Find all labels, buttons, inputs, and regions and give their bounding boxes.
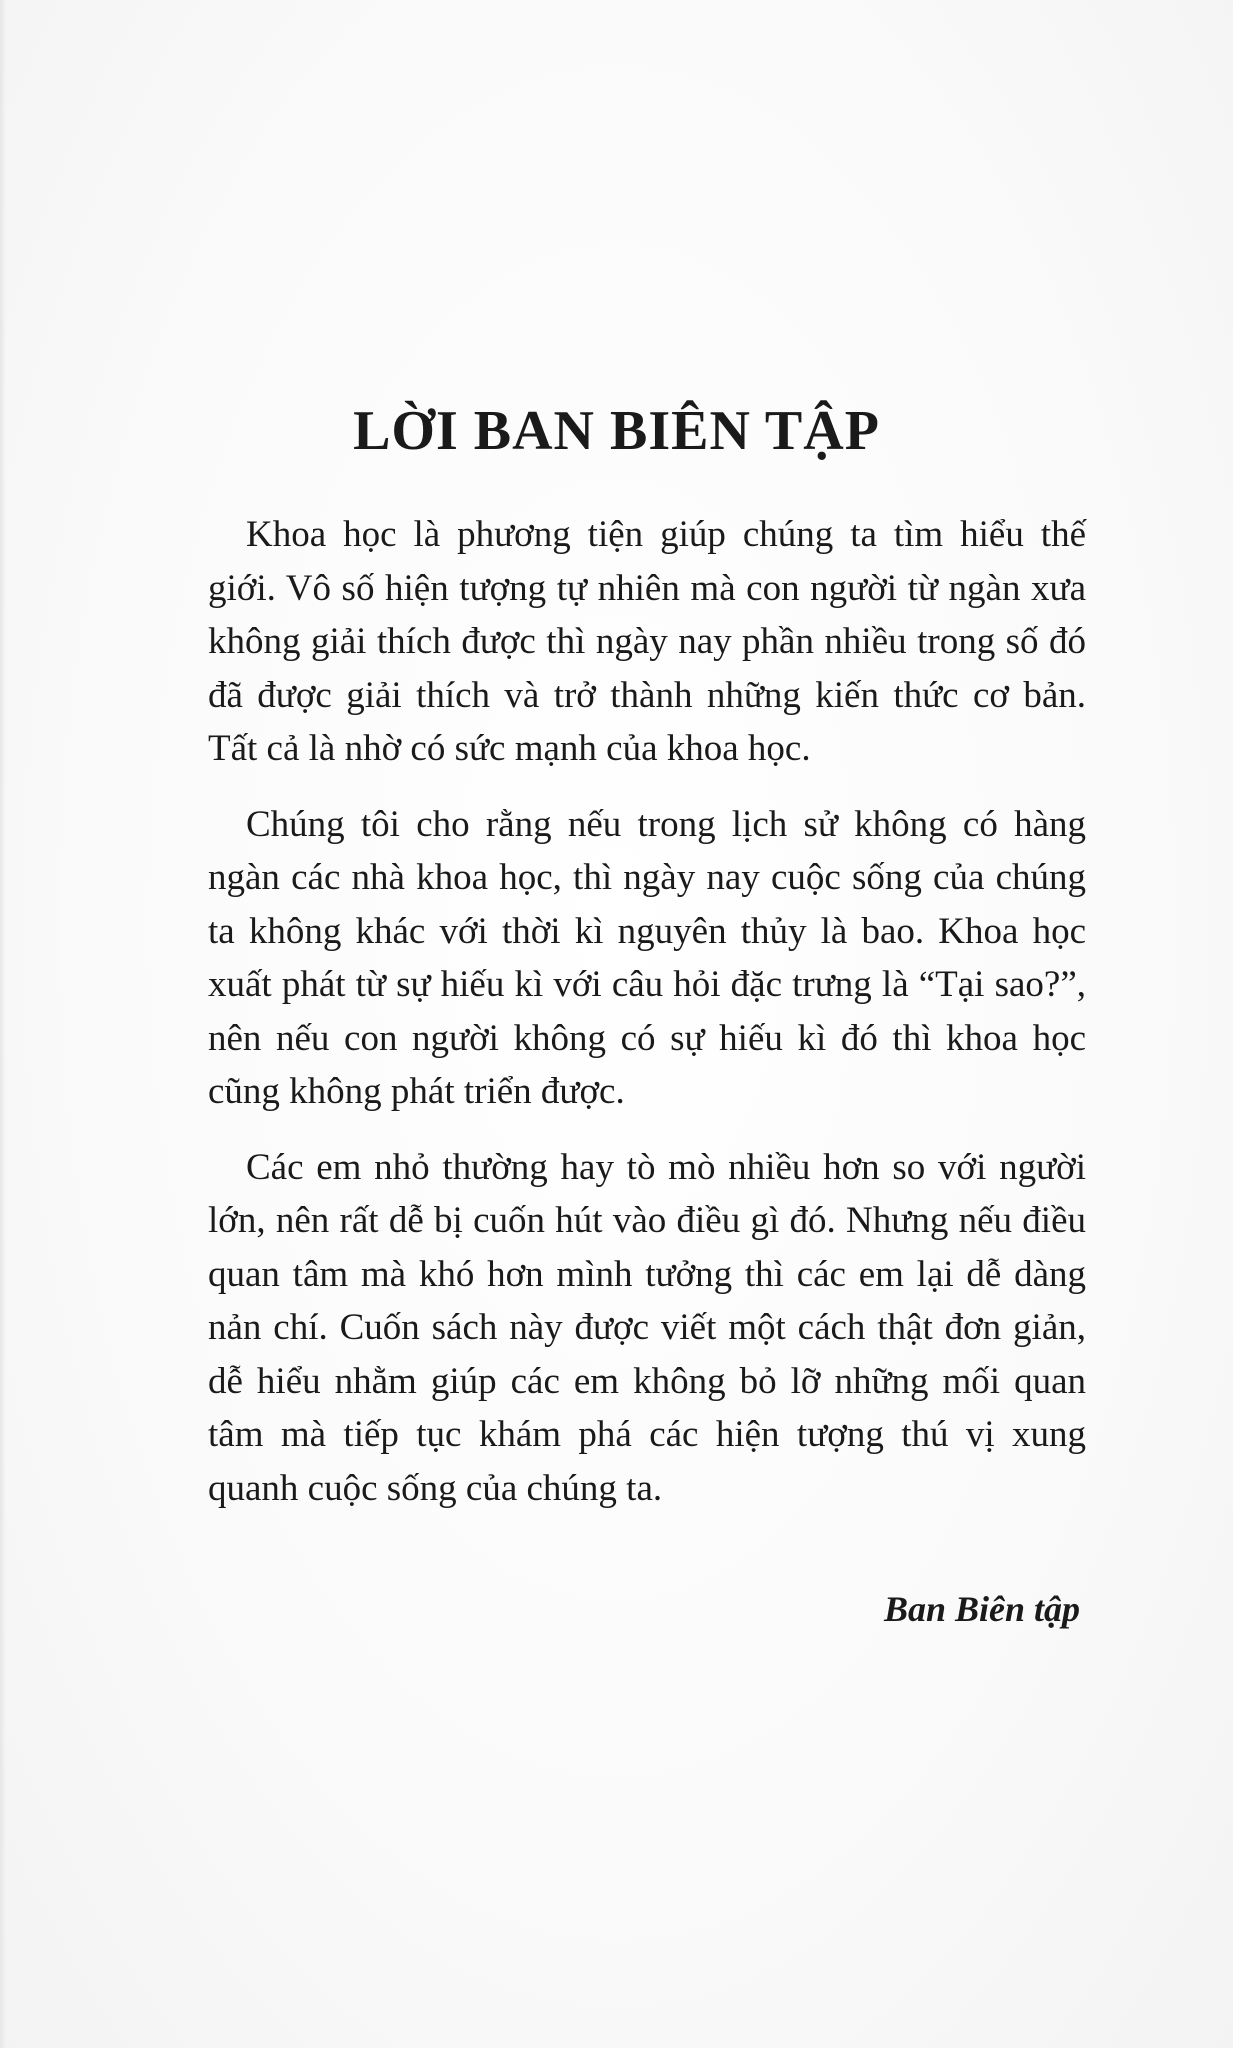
page-title: LỜI BAN BIÊN TẬP <box>353 400 880 462</box>
paragraph-2: Chúng tôi cho rằng nếu trong lịch sử không có hàng ngàn các nhà khoa học, thì ngày nay cuộc sống của chúng ta không khác với thời kì nguyên thủy là bao. Khoa học xuất phát từ sự hiếu kì với câu hỏi đặc trưng là “Tại sao?”, nên nếu con người không có sự hiếu kì đó thì khoa học cũng không phát triển được. <box>208 803 1086 1112</box>
preface-body <box>208 508 1086 1537</box>
paragraph-3: Các em nhỏ thường hay tò mò nhiều hơn so với người lớn, nên rất dễ bị cuốn hút vào điều gì đó. Nhưng nếu điều quan tâm mà khó hơn mình tưởng thì các em lại dễ dàng nản chí. Cuốn sách này được viết một cách thật đơn giản, dễ hiểu nhằm giúp các em không bỏ lỡ những mối quan tâm mà tiếp tục khám phá các hiện tượng thú vị xung quanh cuộc sống của chúng ta. <box>208 1146 1086 1509</box>
page-edge-shadow <box>0 0 6 2048</box>
paragraph-1: Khoa học là phương tiện giúp chúng ta tìm hiểu thế giới. Vô số hiện tượng tự nhiên mà con người từ ngàn xưa không giải thích được thì ngày nay phần nhiều trong số đó đã được giải thích và trở thành những kiến thức cơ bản. Tất cả là nhờ có sức mạnh của khoa học. <box>208 514 1086 769</box>
signature: Ban Biên tập <box>883 1589 1080 1629</box>
